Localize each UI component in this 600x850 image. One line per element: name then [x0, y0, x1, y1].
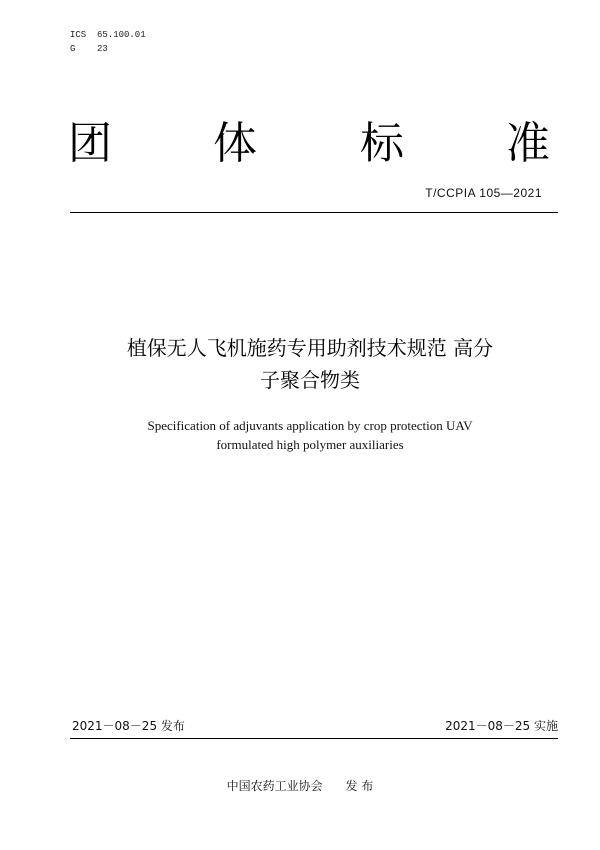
issue-date: 2021－08－25 发布 [72, 719, 185, 733]
chinese-title [60, 332, 560, 396]
english-title [80, 416, 540, 454]
standard-number: T/CCPIA 105—2021 [425, 186, 542, 200]
chinese-title-line-1: 植保无人飞机施药专用助剂技术规范 高分 [126, 336, 494, 360]
implementation-date: 2021－08－25 实施 [445, 719, 558, 733]
chinese-title-line-2: 子聚合物类 [260, 368, 360, 392]
publisher: 中国农药工业协会 发 布 [226, 779, 374, 793]
english-title-line-2: formulated high polymer auxiliaries [216, 437, 404, 452]
footer-divider [70, 738, 558, 739]
ccs-code: G 23 [70, 44, 108, 54]
document-type-char-3: 标 [360, 118, 404, 169]
english-title-line-1: Specification of adjuvants application by crop protection UAV [147, 418, 473, 433]
header-divider [70, 212, 558, 213]
document-type-char-2: 体 [213, 118, 257, 169]
document-type-char-1: 团 [68, 118, 112, 169]
ics-code: ICS 65.100.01 [70, 30, 146, 40]
document-type-char-4: 准 [506, 118, 550, 169]
